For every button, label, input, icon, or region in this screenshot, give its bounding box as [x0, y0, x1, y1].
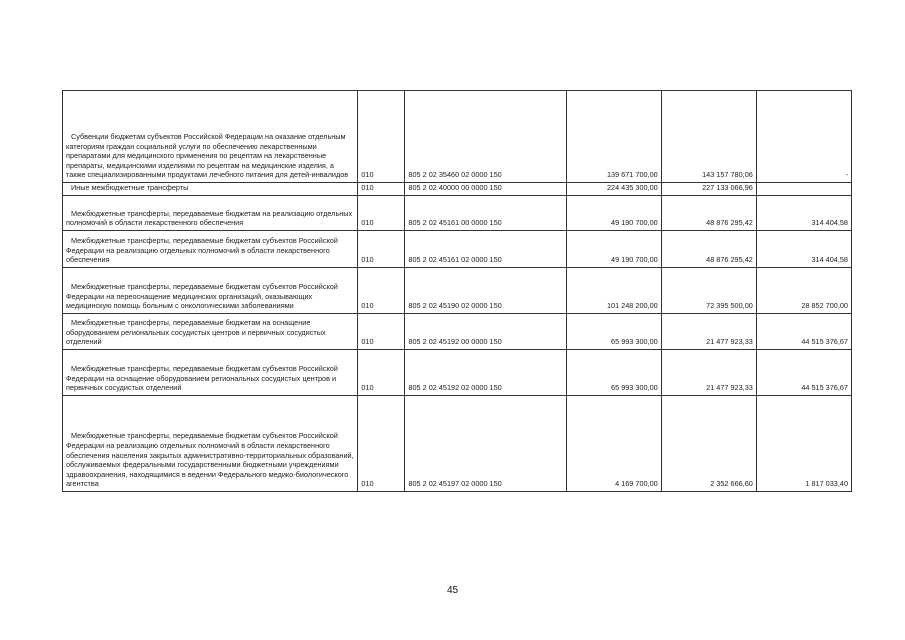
row-name: Межбюджетные трансферты, передаваемые бюджетам субъектов Российской Федерации на оснащение оборудованием региональных сосудистых центров и первичных сосудистых отделений	[63, 350, 358, 396]
row-name: Субвенции бюджетам субъектов Российской Федерации на оказание отдельным категориям граждан социальной услуги по обеспечению лекарственными препаратами для медицинского применения по рецептам на лекарственные препараты, медицинскими изделиями по рецептам на медицинские изделия, а также специализированными продуктами лечебного питания для детей-инвалидов	[63, 91, 358, 183]
table-row	[63, 183, 852, 196]
row-fact: 227 133 066,96	[661, 183, 756, 196]
row-kbk: 805 2 02 45190 02 0000 150	[405, 268, 566, 314]
table-row	[63, 396, 852, 492]
row-kbk: 805 2 02 45161 00 0000 150	[405, 196, 566, 231]
row-kbk: 805 2 02 45192 00 0000 150	[405, 314, 566, 350]
row-fact: 48 876 295,42	[661, 231, 756, 268]
row-code: 010	[358, 231, 405, 268]
row-fact: 72 395 500,00	[661, 268, 756, 314]
row-diff: 314 404,58	[756, 196, 851, 231]
table-row	[63, 91, 852, 183]
row-diff: 1 817 033,40	[756, 396, 851, 492]
table-row	[63, 268, 852, 314]
row-plan: 101 248 200,00	[566, 268, 661, 314]
row-diff: 44 515 376,67	[756, 350, 851, 396]
row-plan: 224 435 300,00	[566, 183, 661, 196]
row-diff: -	[756, 91, 851, 183]
row-diff	[756, 183, 851, 196]
budget-table	[62, 90, 852, 492]
row-diff: 314 404,58	[756, 231, 851, 268]
row-kbk: 805 2 02 45192 02 0000 150	[405, 350, 566, 396]
row-fact: 48 876 295,42	[661, 196, 756, 231]
row-plan: 139 671 700,00	[566, 91, 661, 183]
row-plan: 4 169 700,00	[566, 396, 661, 492]
table-row	[63, 350, 852, 396]
row-plan: 49 190 700,00	[566, 196, 661, 231]
row-code: 010	[358, 396, 405, 492]
row-name: Межбюджетные трансферты, передаваемые бюджетам на реализацию отдельных полномочий в области лекарственного обеспечения	[63, 196, 358, 231]
row-plan: 65 993 300,00	[566, 314, 661, 350]
row-code: 010	[358, 268, 405, 314]
row-name: Иные межбюджетные трансферты	[63, 183, 358, 196]
table-row	[63, 196, 852, 231]
row-plan: 65 993 300,00	[566, 350, 661, 396]
row-kbk: 805 2 02 40000 00 0000 150	[405, 183, 566, 196]
row-fact: 143 157 780,06	[661, 91, 756, 183]
row-kbk: 805 2 02 45197 02 0000 150	[405, 396, 566, 492]
row-fact: 2 352 666,60	[661, 396, 756, 492]
row-code: 010	[358, 350, 405, 396]
table-row	[63, 314, 852, 350]
page-number: 45	[446, 585, 459, 596]
row-name: Межбюджетные трансферты, передаваемые бюджетам субъектов Российской Федерации на реализацию отдельных полномочий в области лекарственного обеспечения	[63, 231, 358, 268]
row-name: Межбюджетные трансферты, передаваемые бюджетам на оснащение оборудованием региональных сосудистых центров и первичных сосудистых отделений	[63, 314, 358, 350]
row-code: 010	[358, 91, 405, 183]
row-fact: 21 477 923,33	[661, 314, 756, 350]
row-code: 010	[358, 196, 405, 231]
row-plan: 49 190 700,00	[566, 231, 661, 268]
table-row	[63, 231, 852, 268]
row-diff: 28 852 700,00	[756, 268, 851, 314]
row-code: 010	[358, 314, 405, 350]
row-fact: 21 477 923,33	[661, 350, 756, 396]
row-code: 010	[358, 183, 405, 196]
row-name: Межбюджетные трансферты, передаваемые бюджетам субъектов Российской Федерации на реализацию отдельных полномочий в области лекарственного обеспечения населения закрытых административно-территориальных образований, обслуживаемых федеральными государственными бюджетными учреждениями здравоохранения, находящимися в ведении Федерального медико-биологического агентства	[63, 396, 358, 492]
row-kbk: 805 2 02 35460 02 0000 150	[405, 91, 566, 183]
row-diff: 44 515 376,67	[756, 314, 851, 350]
row-kbk: 805 2 02 45161 02 0000 150	[405, 231, 566, 268]
row-name: Межбюджетные трансферты, передаваемые бюджетам субъектов Российской Федерации на переоснащение медицинских организаций, оказывающих медицинскую помощь больным с онкологическими заболеваниями	[63, 268, 358, 314]
